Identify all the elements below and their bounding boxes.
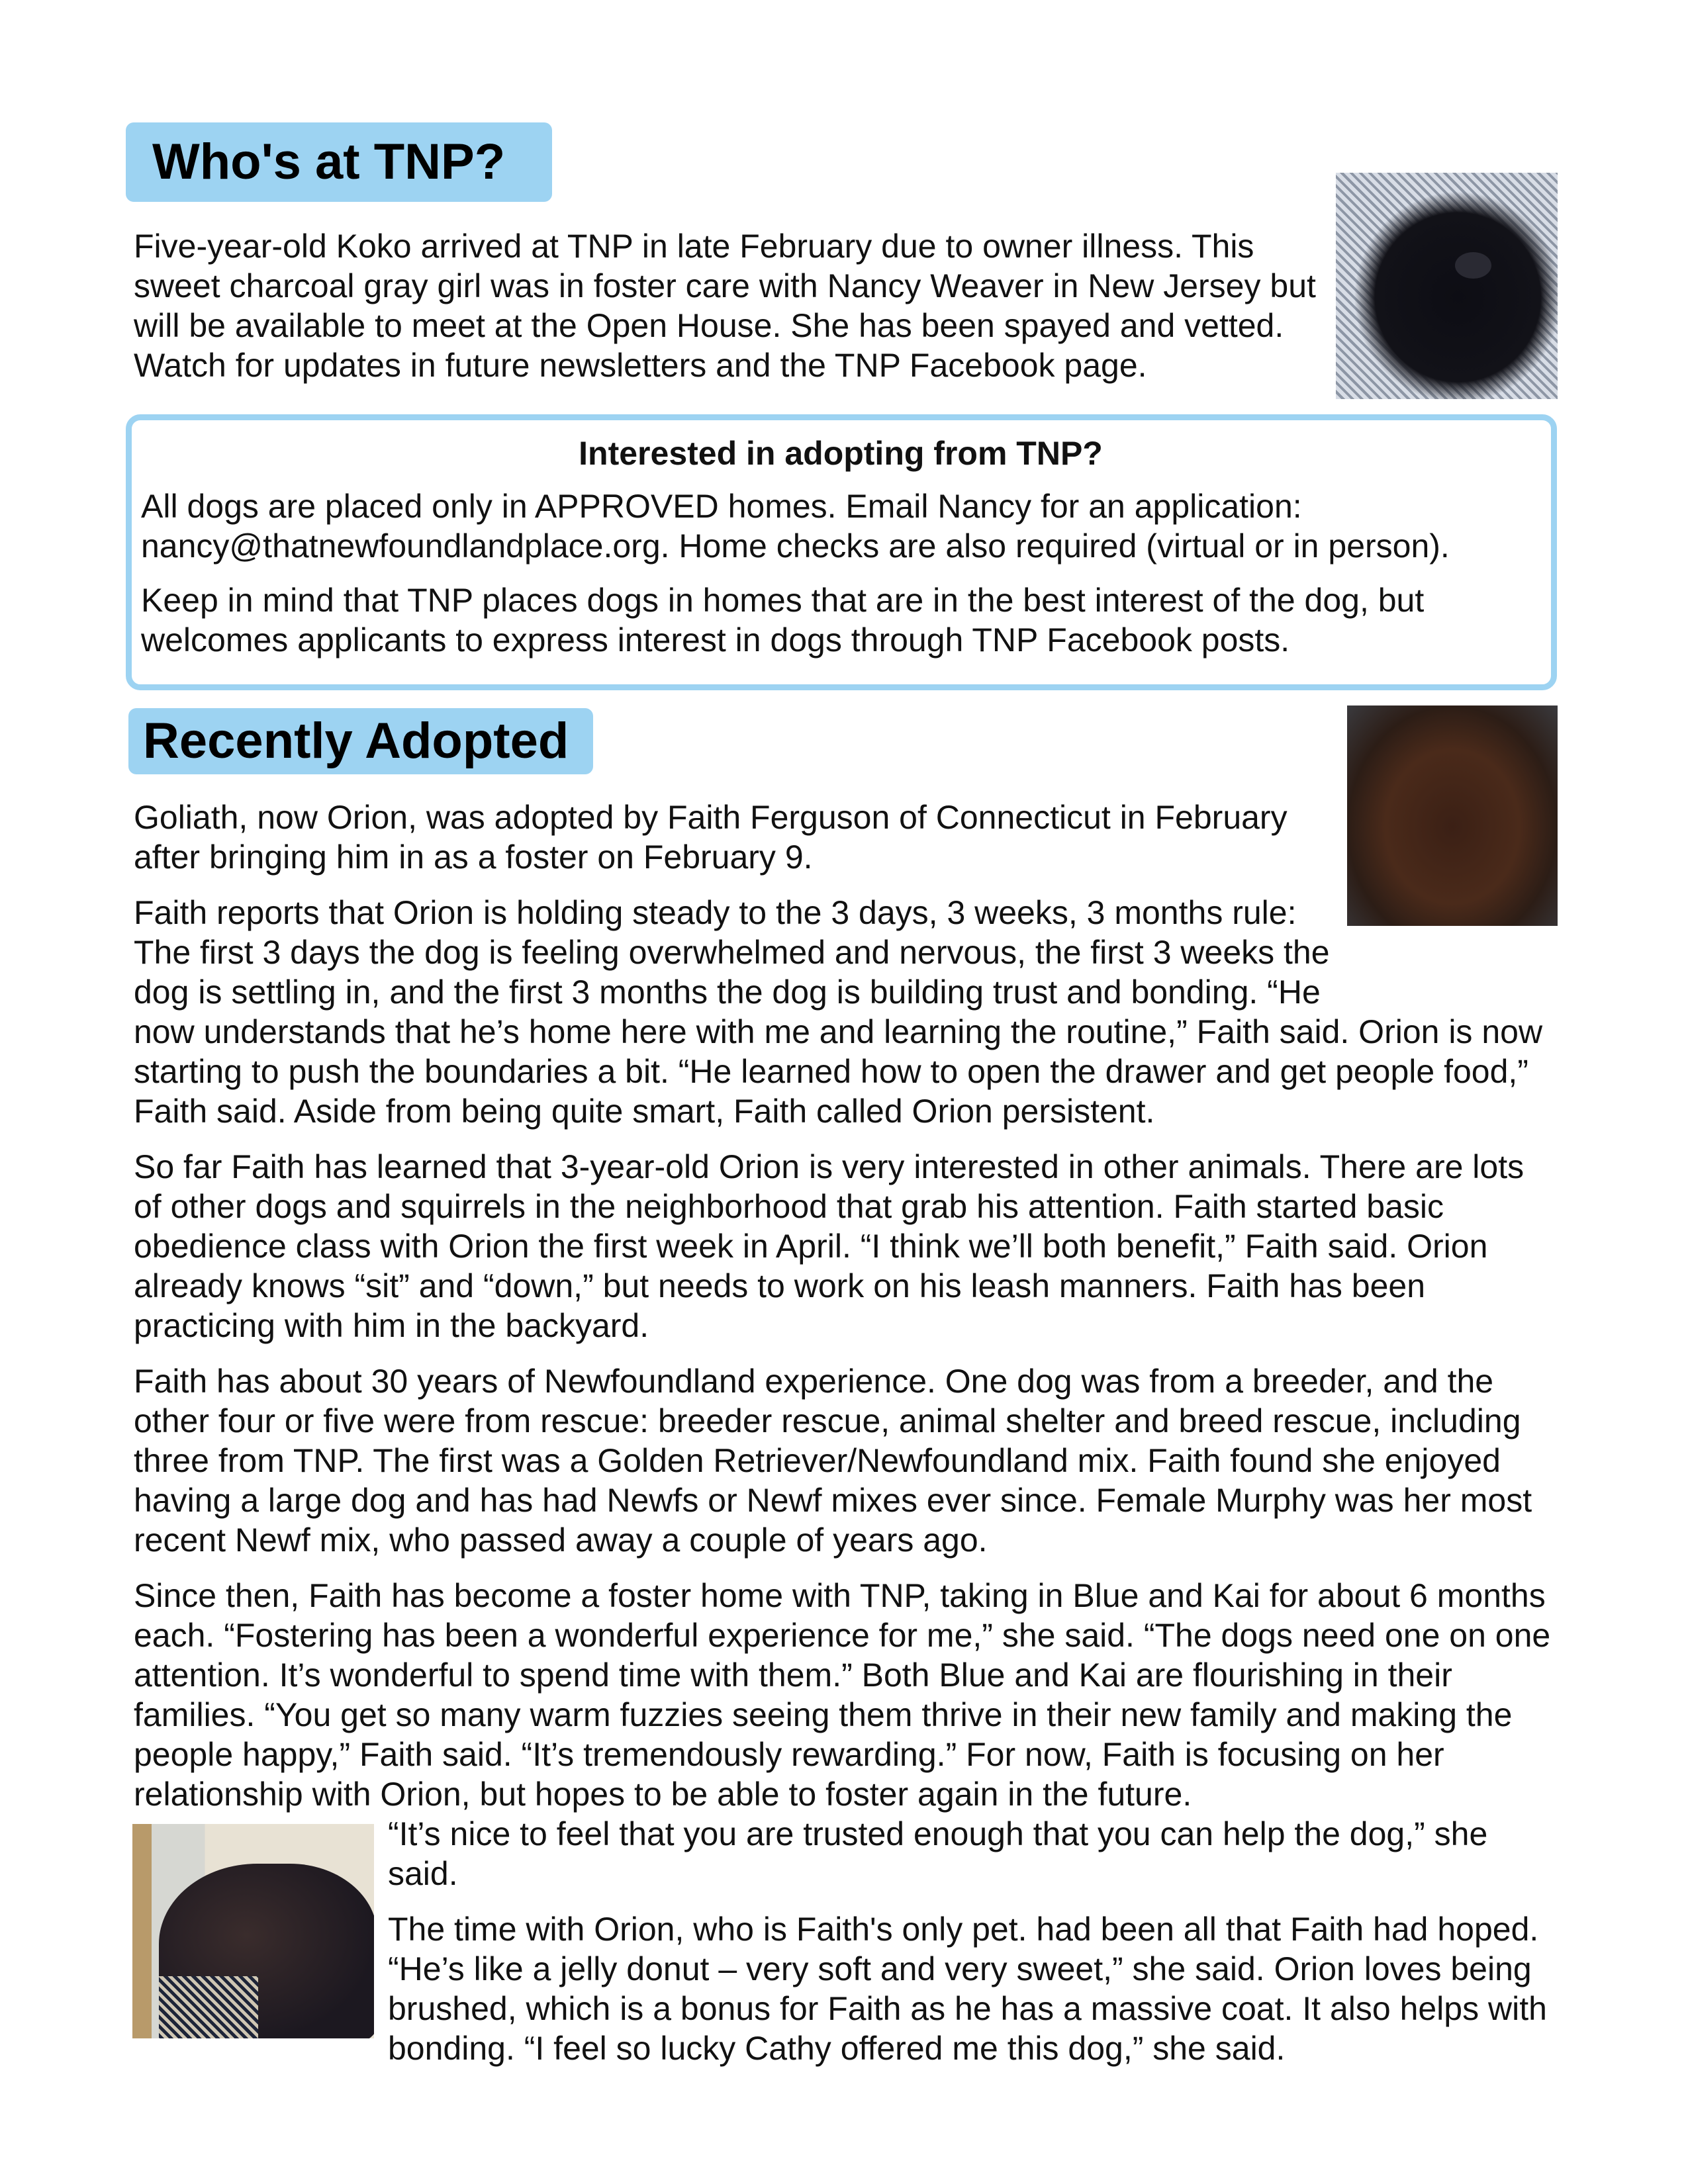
- koko-paragraph: [134, 226, 1319, 401]
- paragraph: So far Faith has learned that 3-year-old Orion is very interested in other animals. There are lots of other dogs and squirrels in the neighborhood that grab his attention. Faith started basic obedience class with Orion the first week in April. “I think we’ll both benefit,” Faith said. Orion already knows “sit” and “down,” but needs to work on his leash manners. Faith has been practicing with him in the backyard.: [134, 1148, 1524, 1344]
- photo-spacer: [1338, 923, 1557, 989]
- photo-koko: [1336, 173, 1558, 399]
- photo-spacer: [1319, 797, 1557, 923]
- box-title: Interested in adopting from TNP?: [579, 435, 1103, 472]
- photo-spacer: [134, 1814, 388, 2032]
- paragraph: Faith reports that Orion is holding steady to the 3 days, 3 weeks, 3 months rule: The first 3 days the dog is feeling overwhelmed and nervous, the first 3 weeks the dog is settling in, and the first 3 months the dog is building trust and bonding. “He now understands that he’s home here with me and learning the routine,” Faith said. Orion is now starting to push the boundaries a bit. “He learned how to open the drawer and get people food,” Faith said. Aside from being quite smart, Faith called Orion persistent.: [134, 894, 1543, 1130]
- section-heading-whos-at-tnp: Who's at TNP?: [126, 122, 552, 202]
- paragraph: Goliath, now Orion, was adopted by Faith Ferguson of Connecticut in February after bringing him in as a foster on February 9.: [134, 799, 1288, 876]
- box-paragraph: Keep in mind that TNP places dogs in homes that are in the best interest of the dog, but welcomes applicants to express interest in dogs through TNP Facebook posts.: [141, 582, 1425, 659]
- section-heading-recently-adopted: Recently Adopted: [128, 708, 593, 774]
- paragraph: “It’s nice to feel that you are trusted enough that you can help the dog,” she said.: [388, 1815, 1488, 1892]
- paragraph: Five-year-old Koko arrived at TNP in late February due to owner illness. This sweet charcoal gray girl was in foster care with Nancy Weaver in New Jersey but will be available to meet at the Open House. She has been spayed and vetted. Watch for updates in future newsletters and the TNP Facebook page.: [134, 228, 1316, 384]
- paragraph: The time with Orion, who is Faith's only pet. had been all that Faith had hoped. “He’s like a jelly donut – very soft and very sweet,” she said. Orion loves being brushed, which is a bonus for Faith as he has a massive coat. It also helps with bonding. “I feel so lucky Cathy offered me this dog,” she said.: [388, 1911, 1547, 2067]
- box-paragraph: All dogs are placed only in APPROVED homes. Email Nancy for an application: nancy@thatnewfoundlandplace.org. Home checks are also required (virtual or in person).: [141, 488, 1450, 565]
- dog-nose: [1455, 252, 1491, 279]
- adoption-info-box: [126, 414, 1557, 690]
- paragraph: Faith has about 30 years of Newfoundland experience. One dog was from a breeder, and the other four or five were from rescue: breeder rescue, animal shelter and breed rescue, including three from TNP. The first was a Golden Retriever/Newfoundland mix. Faith found she enjoyed having a large dog and has had Newfs or Newf mixes ever since. Female Murphy was her most recent Newf mix, who passed away a couple of years ago.: [134, 1363, 1532, 1559]
- paragraph: Since then, Faith has become a foster home with TNP, taking in Blue and Kai for about 6 months each. “Fostering has been a wonderful experience for me,” she said. “The dogs need one on one attention. It’s wonderful to spend time with them.” Both Blue and Kai are flourishing in their families. “You get so many warm fuzzies seeing them thrive in their new family and making the people happy,” Faith said. “It’s tremendously rewarding.” For now, Faith is focusing on her relationship with Orion, but hopes to be able to foster again in the future.: [134, 1577, 1551, 1813]
- article-body: [134, 797, 1557, 2084]
